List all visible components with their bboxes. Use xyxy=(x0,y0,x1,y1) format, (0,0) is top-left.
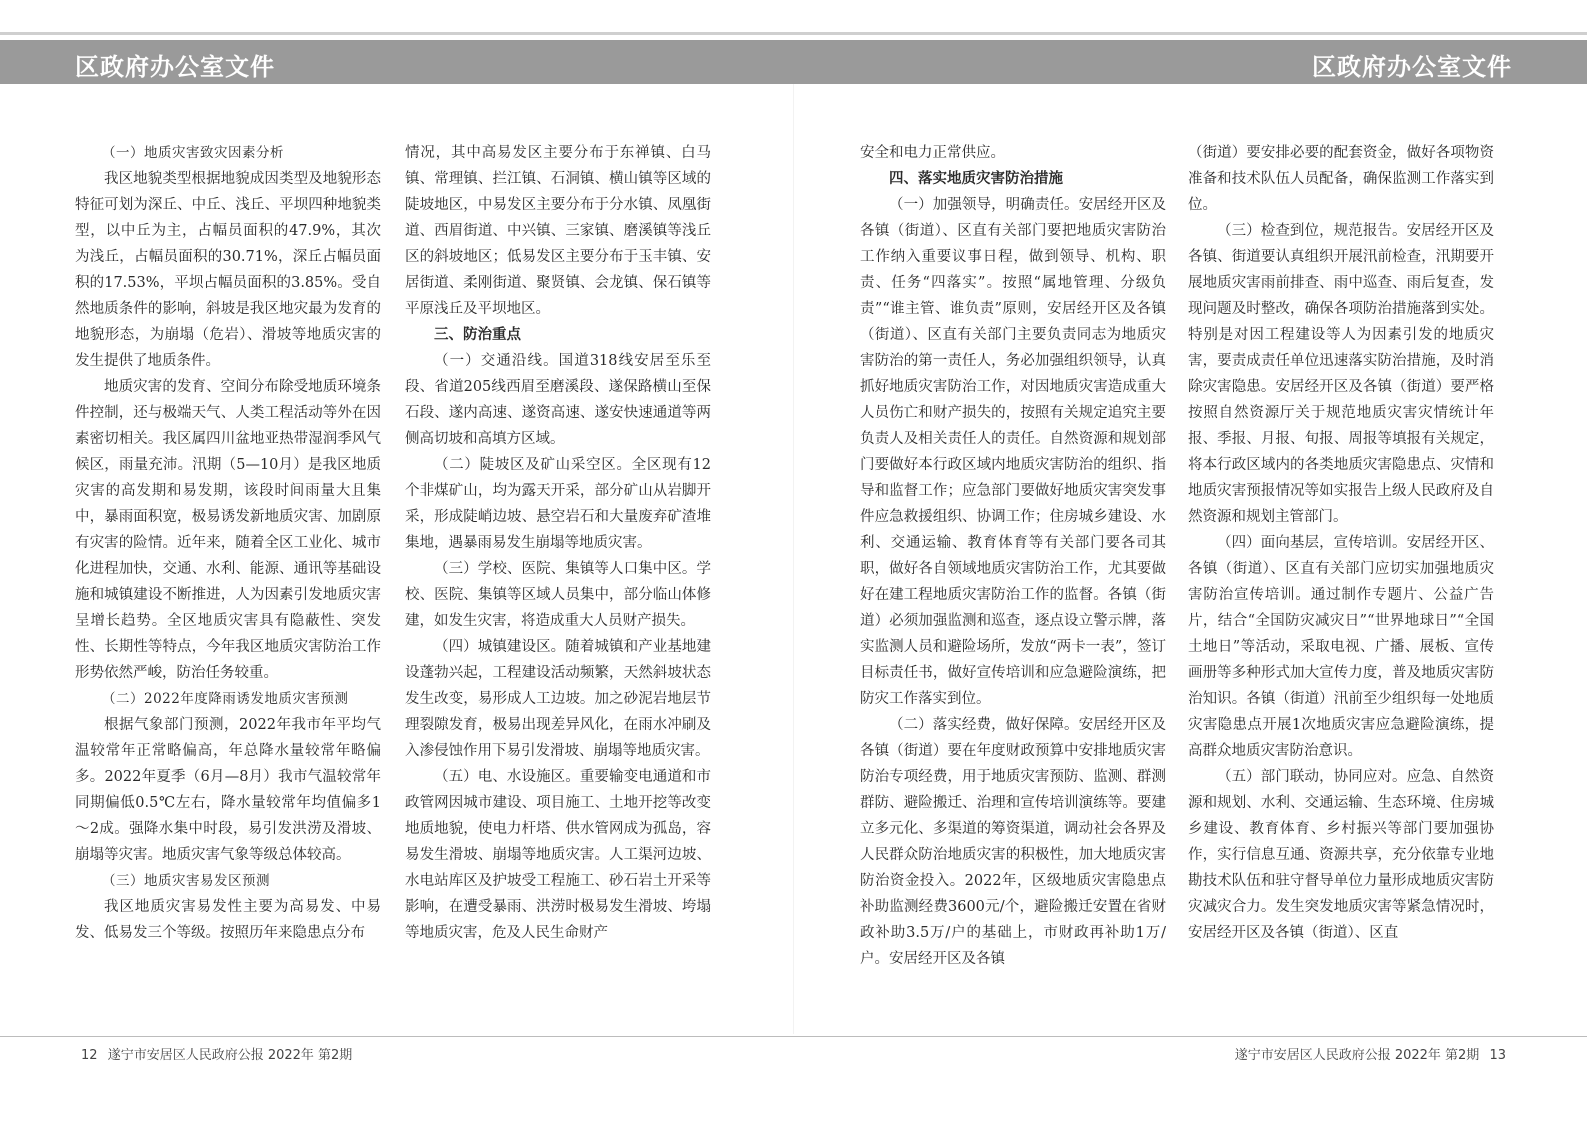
footer-publication-right: 遂宁市安居区人民政府公报 2022年 第2期 xyxy=(1234,1048,1480,1063)
paragraph: （五）电、水设施区。重要输变电通道和市政管网因城市建设、项目施工、土地开挖等改变地质地貌，使电力杆塔、供水管网成为孤岛，容易发生滑坡、崩塌等地质灾害。人工渠河边坡、水电站库区及护坡受工程施工、砂石岩土开采等影响，在遭受暴雨、洪涝时极易发生滑坡、垮塌等地质灾害，危及人民生命财产 xyxy=(405,769,711,941)
paragraph: 我区地质灾害易发性主要为高易发、中易发、低易发三个等级。按照历年来隐患点分布 xyxy=(75,899,381,941)
paragraph: （二）陡坡区及矿山采空区。全区现有12个非煤矿山，均为露天开采，部分矿山从岩脚开采，形成陡峭边坡、悬空岩石和大量废弃矿渣堆集地，遇暴雨易发生崩塌等地质灾害。 xyxy=(405,457,711,551)
paragraph: （四）城镇建设区。随着城镇和产业基地建设蓬勃兴起，工程建设活动频繁，天然斜坡状态发生改变，易形成人工边坡。加之砂泥岩地层节理裂隙发育，极易出现差异风化，在雨水冲刷及入渗侵蚀作用下易引发滑坡、崩塌等地质灾害。 xyxy=(405,639,711,759)
subsection-heading: （二）2022年度降雨诱发地质灾害预测 xyxy=(102,691,349,707)
paragraph: （五）部门联动，协同应对。应急、自然资源和规划、水利、交通运输、生态环境、住房城乡建设、教育体育、乡村振兴等部门要加强协作，实行信息互通、资源共享，充分依靠专业地勘技术队伍和驻守督导单位力量形成地质灾害防灾减灾合力。发生突发地质灾害等紧急情况时，安居经开区及各镇（街道）、区直 xyxy=(1188,769,1494,941)
header-title-left: 区政府办公室文件 xyxy=(75,53,275,81)
paragraph: （三）检查到位，规范报告。安居经开区及各镇、街道要认真组织开展汛前检查，汛期要开展地质灾害雨前排查、雨中巡查、雨后复查，发现问题及时整改，确保各项防治措施落到实处。特别是对因工程建设等人为因素引发的地质灾害，要责成责任单位迅速落实防治措施，及时消除灾害隐患。安居经开区及各镇（街道）要严格按照自然资源厅关于规范地质灾害灾情统计年报、季报、月报、旬报、周报等填报有关规定，将本行政区域内的各类地质灾害隐患点、灾情和地质灾害预报情况等如实报告上级人民政府及自然资源和规划主管部门。 xyxy=(1188,223,1494,525)
top-rule xyxy=(0,32,1587,35)
footer-right xyxy=(1235,1044,1512,1063)
subsection-heading: （三）地质灾害易发区预测 xyxy=(102,873,270,889)
page-number-left: 12 xyxy=(81,1048,98,1063)
column-4 xyxy=(1188,140,1494,946)
paragraph-continued: 安全和电力正常供应。 xyxy=(860,145,1005,161)
paragraph: （四）面向基层，宣传培训。安居经开区、各镇（街道）、区直有关部门应切实加强地质灾害防治宣传培训。通过制作专题片、公益广告片，结合“全国防灾减灾日”“世界地球日”“全国土地日”等活动，采取电视、广播、展板、宣传画册等多种形式加大宣传力度，普及地质灾害防治知识。各镇（街道）汛前至少组织每一处地质灾害隐患点开展1次地质灾害应急避险演练，提高群众地质灾害防治意识。 xyxy=(1188,535,1494,759)
page-number-right: 13 xyxy=(1489,1048,1506,1063)
paragraph-continued: 情况，其中高易发区主要分布于东禅镇、白马镇、常理镇、拦江镇、石洞镇、横山镇等区域的陡坡地区，中易发区主要分布于分水镇、凤凰街道、西眉街道、中兴镇、三家镇、磨溪镇等浅丘区的斜坡地区；低易发区主要分布于玉丰镇、安居街道、柔刚街道、聚贤镇、会龙镇、保石镇等平原浅丘及平坝地区。 xyxy=(405,145,711,317)
paragraph: （一）加强领导，明确责任。安居经开区及各镇（街道）、区直有关部门要把地质灾害防治工作纳入重要议事日程，做到领导、机构、职责、任务“四落实”。按照“属地管理、分级负责”“谁主管、谁负责”原则，安居经开区及各镇（街道）、区直有关部门主要负责同志为地质灾害防治的第一责任人，务必加强组织领导，认真抓好地质灾害防治工作，对因地质灾害造成重大人员伤亡和财产损失的，按照有关规定追究主要负责人及相关责任人的责任。自然资源和规划部门要做好本行政区域内地质灾害防治的组织、指导和监督工作；应急部门要做好地质灾害突发事件应急救援组织、协调工作；住房城乡建设、水利、交通运输、教育体育等有关部门要各司其职，做好各自领域地质灾害防治工作，尤其要做好在建工程地质灾害防治工作的监督。各镇（街道）必须加强监测和巡查，逐点设立警示牌，落实监测人员和避险场所，发放“两卡一表”，签订目标责任书，做好宣传培训和应急避险演练，把防灾工作落实到位。 xyxy=(860,197,1166,707)
paragraph: 我区地貌类型根据地貌成因类型及地貌形态特征可划为深丘、中丘、浅丘、平坝四种地貌类型，以中丘为主，占幅员面积的47.9%，其次为浅丘，占幅员面积的30.71%，深丘占幅员面积的17.53%，平坝占幅员面积的3.85%。受自然地质条件的影响，斜坡是我区地灾最为发育的地貌形态，为崩塌（危岩）、滑坡等地质灾害的发生提供了地质条件。 xyxy=(75,171,381,369)
paragraph: （二）落实经费，做好保障。安居经开区及各镇（街道）要在年度财政预算中安排地质灾害防治专项经费，用于地质灾害预防、监测、群测群防、避险搬迁、治理和宣传培训演练等。要建立多元化、多渠道的筹资渠道，调动社会各界及人民群众防治地质灾害的积极性，加大地质灾害防治资金投入。2022年，区级地质灾害隐患点补助监测经费3600元/个，避险搬迁安置在省财政补助3.5万/户的基础上，市财政再补助1万/户。安居经开区及各镇 xyxy=(860,717,1166,967)
paragraph: 根据气象部门预测，2022年我市年平均气温较常年正常略偏高，年总降水量较常年略偏多。2022年夏季（6月—8月）我市气温较常年同期偏低0.5℃左右，降水量较常年均值偏多1～2成。强降水集中时段，易引发洪涝及滑坡、崩塌等灾害。地质灾害气象等级总体较高。 xyxy=(75,717,381,863)
header-title-right: 区政府办公室文件 xyxy=(1312,53,1512,81)
footer-left xyxy=(75,1044,352,1063)
paragraph-continued: （街道）要安排必要的配套资金，做好各项物资准备和技术队伍人员配备，确保监测工作落实到位。 xyxy=(1188,145,1494,213)
section-heading: 三、防治重点 xyxy=(434,327,521,343)
paragraph: 地质灾害的发育、空间分布除受地质环境条件控制，还与极端天气、人类工程活动等外在因素密切相关。我区属四川盆地亚热带湿润季风气候区，雨量充沛。汛期（5—10月）是我区地质灾害的高发期和易发期，该段时间雨量大且集中，暴雨面积宽，极易诱发新地质灾害、加剧原有灾害的险情。近年来，随着全区工业化、城市化进程加快，交通、水利、能源、通讯等基础设施和城镇建设不断推进，人为因素引发地质灾害呈增长趋势。全区地质灾害具有隐蔽性、突发性、长期性等特点，今年我区地质灾害防治工作形势依然严峻，防治任务较重。 xyxy=(75,379,381,681)
column-3 xyxy=(860,140,1166,972)
column-1 xyxy=(75,140,381,946)
paragraph: （三）学校、医院、集镇等人口集中区。学校、医院、集镇等区域人员集中，部分临山体修建，如发生灾害，将造成重大人员财产损失。 xyxy=(405,561,711,629)
section-heading: 四、落实地质灾害防治措施 xyxy=(889,171,1063,187)
paragraph: （一）交通沿线。国道318线安居至乐至段、省道205线西眉至磨溪段、遂保路横山至保石段、遂内高速、遂资高速、遂安快速通道等两侧高切坡和高填方区域。 xyxy=(405,353,711,447)
page-gutter xyxy=(793,84,794,1034)
subsection-heading: （一）地质灾害致灾因素分析 xyxy=(102,145,284,161)
bottom-rule xyxy=(0,1036,1587,1037)
column-2 xyxy=(405,140,711,946)
footer-publication-left: 遂宁市安居区人民政府公报 2022年 第2期 xyxy=(107,1048,353,1063)
